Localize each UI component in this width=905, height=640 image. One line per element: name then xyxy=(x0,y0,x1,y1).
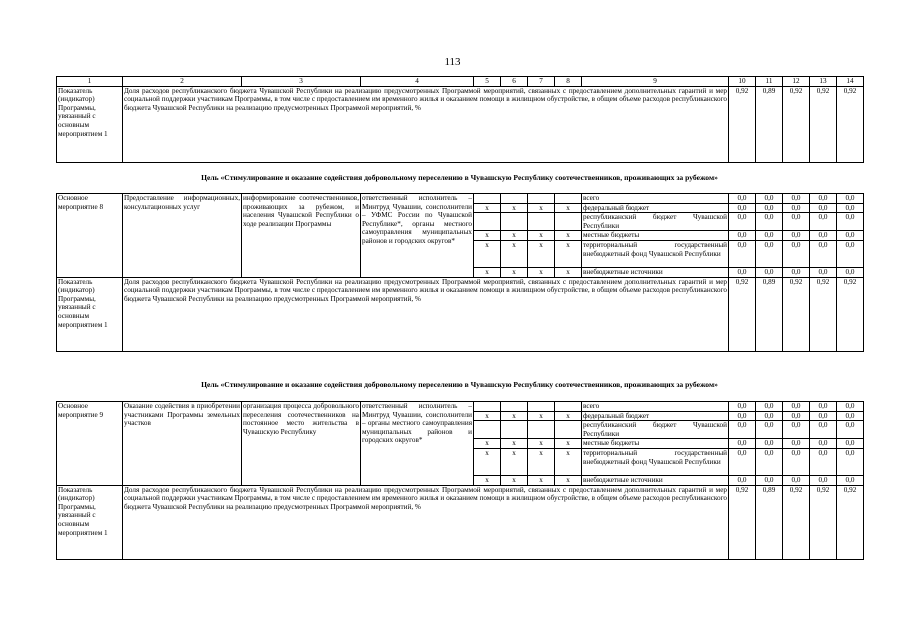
table-block-1 xyxy=(56,76,864,163)
amount: 0,0 xyxy=(756,448,783,475)
indicator-value: 0,92 xyxy=(810,277,837,351)
amount: 0,0 xyxy=(783,240,810,267)
event-result: информирование соотечественников, проживающих за рубежом, и населения Чувашской Республики о ходе реализации Программы xyxy=(242,194,361,278)
code-x: x xyxy=(501,203,528,213)
amount: 0,0 xyxy=(810,240,837,267)
amount: 0,0 xyxy=(837,402,864,412)
amount: 0,0 xyxy=(729,475,756,485)
code-x: x xyxy=(555,475,582,485)
col-num: 14 xyxy=(837,77,864,87)
amount: 0,0 xyxy=(756,411,783,421)
indicator-value: 0,92 xyxy=(837,277,864,351)
funding-source: федеральный бюджет xyxy=(582,203,729,213)
code-x: x xyxy=(474,475,501,485)
col-num: 6 xyxy=(501,77,528,87)
event-executors: ответственный исполнитель – Минтруд Чувашии, соисполнители – УФМС России по Чувашской Республике*, органы местного самоуправления муниципальных районов и городских округов* xyxy=(361,194,474,278)
indicator-value: 0,92 xyxy=(810,86,837,162)
amount: 0,0 xyxy=(810,411,837,421)
amount: 0,0 xyxy=(756,203,783,213)
code-x: x xyxy=(555,231,582,241)
amount: 0,0 xyxy=(729,448,756,475)
amount: 0,0 xyxy=(837,194,864,204)
amount: 0,0 xyxy=(810,231,837,241)
indicator-value: 0,92 xyxy=(729,485,756,559)
col-num: 5 xyxy=(474,77,501,87)
code-x: x xyxy=(474,203,501,213)
code-x: x xyxy=(528,411,555,421)
amount: 0,0 xyxy=(810,402,837,412)
code-x: x xyxy=(528,448,555,475)
amount: 0,0 xyxy=(729,231,756,241)
funding-source: всего xyxy=(582,194,729,204)
amount: 0,0 xyxy=(756,213,783,231)
funding-source: всего xyxy=(582,402,729,412)
code-x: x xyxy=(555,439,582,449)
funding-source: местные бюджеты xyxy=(582,439,729,449)
code-x: x xyxy=(555,203,582,213)
amount: 0,0 xyxy=(837,421,864,439)
indicator-text: Доля расходов республиканского бюджета Чувашской Республики на реализацию предусмотренных Программой мероприятий, связанных с предоставлением дополнительных гарантий и мер социальной поддержки участникам Программы, в том числе с предоставлением им временного жилья и оказанием помощи в жилищном обустройстве, в общем объеме расходов республиканского бюджета Чувашской Республики на реализацию предусмотренных Программой мероприятий, % xyxy=(123,485,729,559)
indicator-value: 0,92 xyxy=(783,485,810,559)
amount: 0,0 xyxy=(783,213,810,231)
code-x: x xyxy=(501,475,528,485)
event-description: Оказание содействия в приобретении участниками Программы земельных участков xyxy=(123,402,242,486)
amount: 0,0 xyxy=(783,411,810,421)
funding-source: территориальный государственный внебюджетный фонд Чувашской Республики xyxy=(582,448,729,475)
code-x: x xyxy=(501,411,528,421)
col-num: 4 xyxy=(361,77,474,87)
code-x: x xyxy=(528,439,555,449)
amount: 0,0 xyxy=(756,240,783,267)
code-x: x xyxy=(501,448,528,475)
amount: 0,0 xyxy=(756,267,783,277)
col-num: 7 xyxy=(528,77,555,87)
indicator-value: 0,92 xyxy=(783,277,810,351)
col-num: 11 xyxy=(756,77,783,87)
col-num: 10 xyxy=(729,77,756,87)
code-x: x xyxy=(501,240,528,267)
amount: 0,0 xyxy=(783,231,810,241)
amount: 0,0 xyxy=(783,194,810,204)
amount: 0,0 xyxy=(783,203,810,213)
funding-source: внебюджетные источники xyxy=(582,267,729,277)
amount: 0,0 xyxy=(756,231,783,241)
indicator-label: Показатель (индикатор) Программы, увязанный с основным мероприятием 1 xyxy=(57,86,123,162)
code-x: x xyxy=(474,411,501,421)
amount: 0,0 xyxy=(837,203,864,213)
table-block-3 xyxy=(56,401,864,560)
event-result: организация процесса добровольного переселения соотечественников на постоянное место жительства в Чувашскую Республику xyxy=(242,402,361,486)
indicator-value: 0,92 xyxy=(837,86,864,162)
amount: 0,0 xyxy=(837,267,864,277)
code-x: x xyxy=(528,231,555,241)
event-name: Основное мероприятие 9 xyxy=(57,402,123,486)
amount: 0,0 xyxy=(837,231,864,241)
funding-source: территориальный государственный внебюджетный фонд Чувашской Республики xyxy=(582,240,729,267)
indicator-row xyxy=(57,485,864,559)
amount: 0,0 xyxy=(756,421,783,439)
event-description: Предоставление информационных, консультационных услуг xyxy=(123,194,242,278)
indicator-value: 0,89 xyxy=(756,485,783,559)
amount: 0,0 xyxy=(729,240,756,267)
amount: 0,0 xyxy=(783,475,810,485)
indicator-value: 0,89 xyxy=(756,86,783,162)
amount: 0,0 xyxy=(756,439,783,449)
col-num: 8 xyxy=(555,77,582,87)
code-x: x xyxy=(474,240,501,267)
indicator-row xyxy=(57,277,864,351)
amount: 0,0 xyxy=(810,421,837,439)
indicator-row xyxy=(57,86,864,162)
event-executors: ответственный исполнитель – Минтруд Чувашии, соисполнители – органы местного самоуправления муниципальных районов и городских округов* xyxy=(361,402,474,486)
funding-source: местные бюджеты xyxy=(582,231,729,241)
amount: 0,0 xyxy=(729,439,756,449)
amount: 0,0 xyxy=(810,213,837,231)
indicator-label: Показатель (индикатор) Программы, увязанный с основным мероприятием 1 xyxy=(57,277,123,351)
column-number-row xyxy=(57,77,864,87)
amount: 0,0 xyxy=(783,439,810,449)
code-x: x xyxy=(528,203,555,213)
amount: 0,0 xyxy=(729,402,756,412)
amount: 0,0 xyxy=(810,267,837,277)
funding-row xyxy=(57,402,864,412)
indicator-value: 0,89 xyxy=(756,277,783,351)
indicator-value: 0,92 xyxy=(729,277,756,351)
amount: 0,0 xyxy=(756,402,783,412)
funding-source: республиканский бюджет Чувашской Республики xyxy=(583,213,727,230)
col-num: 9 xyxy=(582,77,729,87)
code-x: x xyxy=(501,231,528,241)
indicator-label: Показатель (индикатор) Программы, увязанный с основным мероприятием 1 xyxy=(57,485,123,559)
amount: 0,0 xyxy=(837,411,864,421)
indicator-value: 0,92 xyxy=(837,485,864,559)
table-block-2 xyxy=(56,193,864,352)
funding-source: федеральный бюджет xyxy=(582,411,729,421)
amount: 0,0 xyxy=(810,203,837,213)
code-x: x xyxy=(474,231,501,241)
amount: 0,0 xyxy=(810,194,837,204)
amount: 0,0 xyxy=(810,448,837,475)
goal-heading: Цель «Стимулирование и оказание содействия добровольному переселению в Чувашскую Республику соотечественников, проживающих за рубежом» xyxy=(201,380,718,389)
indicator-value: 0,92 xyxy=(810,485,837,559)
code-x: x xyxy=(501,267,528,277)
code-x: x xyxy=(528,475,555,485)
amount: 0,0 xyxy=(837,448,864,475)
indicator-value: 0,92 xyxy=(783,86,810,162)
amount: 0,0 xyxy=(837,475,864,485)
code-x: x xyxy=(528,267,555,277)
code-x: x xyxy=(528,240,555,267)
amount: 0,0 xyxy=(837,439,864,449)
amount: 0,0 xyxy=(837,213,864,231)
code-x: x xyxy=(474,448,501,475)
col-num: 2 xyxy=(123,77,242,87)
amount: 0,0 xyxy=(729,421,756,439)
amount: 0,0 xyxy=(729,194,756,204)
code-x: x xyxy=(555,240,582,267)
indicator-value: 0,92 xyxy=(729,86,756,162)
goal-heading: Цель «Стимулирование и оказание содействия добровольному переселению в Чувашскую Республику соотечественников, проживающих за рубежом» xyxy=(201,173,718,182)
amount: 0,0 xyxy=(783,402,810,412)
amount: 0,0 xyxy=(729,267,756,277)
code-x: x xyxy=(474,439,501,449)
code-x: x xyxy=(474,267,501,277)
funding-source: республиканский бюджет Чувашской Республики xyxy=(583,421,727,438)
code-x: x xyxy=(501,439,528,449)
col-num: 12 xyxy=(783,77,810,87)
event-name: Основное мероприятие 8 xyxy=(57,194,123,278)
amount: 0,0 xyxy=(729,411,756,421)
amount: 0,0 xyxy=(756,194,783,204)
col-num: 13 xyxy=(810,77,837,87)
indicator-text: Доля расходов республиканского бюджета Чувашской Республики на реализацию предусмотренных Программой мероприятий, связанных с предоставлением дополнительных гарантий и мер социальной поддержки участникам Программы, в том числе с предоставлением им временного жилья и оказанием помощи в жилищном обустройстве, в общем объеме расходов республиканского бюджета Чувашской Республики на реализацию предусмотренных Программой мероприятий, % xyxy=(123,86,729,162)
amount: 0,0 xyxy=(783,421,810,439)
indicator-text: Доля расходов республиканского бюджета Чувашской Республики на реализацию предусмотренных Программой мероприятий, связанных с предоставлением дополнительных гарантий и мер социальной поддержки участникам Программы, в том числе с предоставлением им временного жилья и оказанием помощи в жилищном обустройстве, в общем объеме расходов республиканского бюджета Чувашской Республики на реализацию предусмотренных Программой мероприятий, % xyxy=(123,277,729,351)
funding-row xyxy=(57,194,864,204)
funding-source: внебюджетные источники xyxy=(582,475,729,485)
amount: 0,0 xyxy=(783,267,810,277)
amount: 0,0 xyxy=(810,439,837,449)
page-number: 113 xyxy=(444,56,461,68)
amount: 0,0 xyxy=(783,448,810,475)
amount: 0,0 xyxy=(729,203,756,213)
code-x: x xyxy=(555,448,582,475)
col-num: 3 xyxy=(242,77,361,87)
col-num: 1 xyxy=(57,77,123,87)
amount: 0,0 xyxy=(756,475,783,485)
amount: 0,0 xyxy=(810,475,837,485)
code-x: x xyxy=(555,267,582,277)
amount: 0,0 xyxy=(729,213,756,231)
code-x: x xyxy=(555,411,582,421)
amount: 0,0 xyxy=(837,240,864,267)
